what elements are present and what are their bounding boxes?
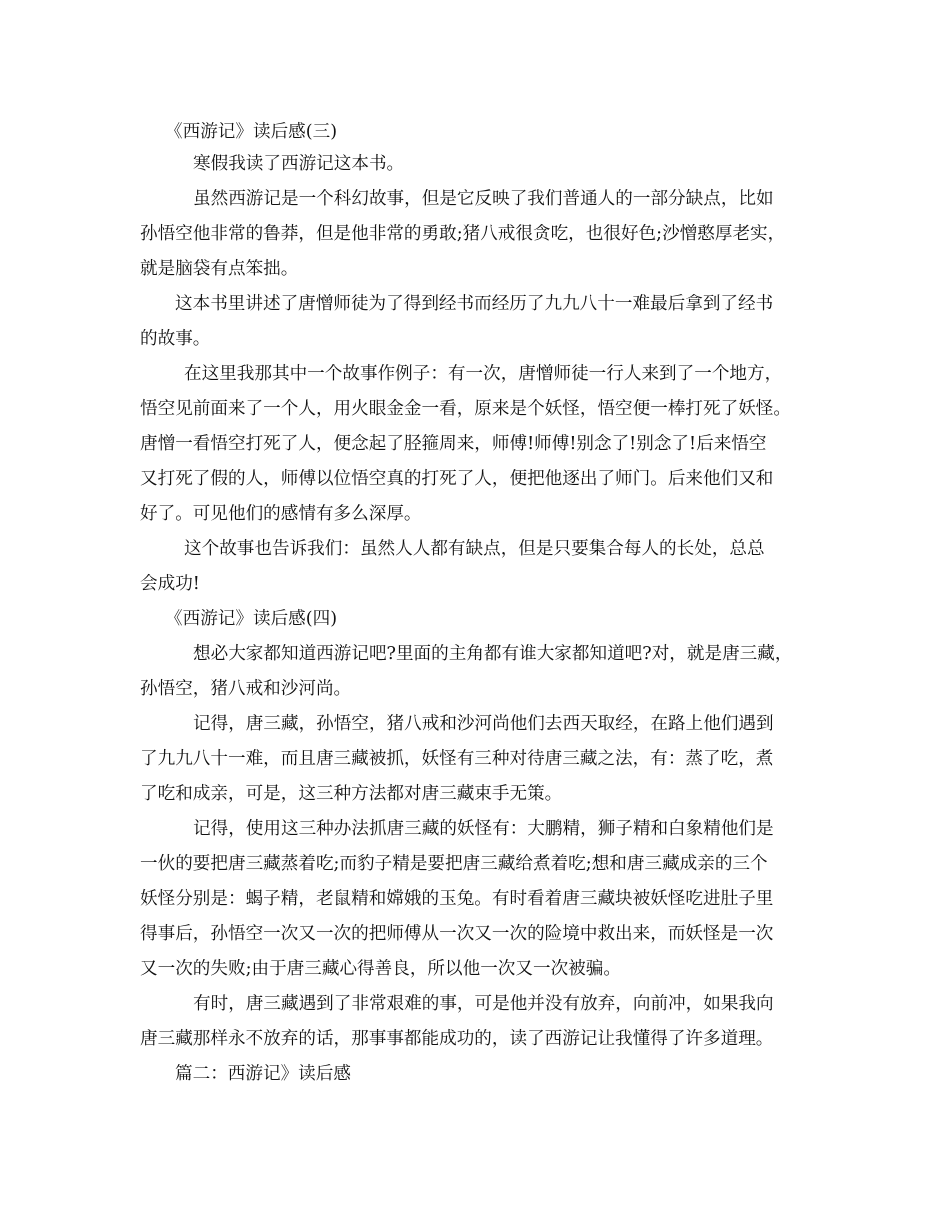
paragraph-line: 了九九八十一难，而且唐三藏被抓，妖怪有三种对待唐三藏之法，有：蒸了吃，煮 [140,749,774,769]
paragraph-line: 又打死了假的人，师傅以位悟空真的打死了人，便把他逐出了师门。后来他们又和 [140,469,774,489]
paragraph-line: 得事后，孙悟空一次又一次的把师傅从一次又一次的险境中救出来，而妖怪是一次 [140,924,774,944]
paragraph-line: 又一次的失败;由于唐三藏心得善良，所以他一次又一次被骗。 [140,959,621,979]
paragraph-line: 记得，唐三藏，孙悟空，猪八戒和沙河尚他们去西天取经，在路上他们遇到 [193,714,774,734]
paragraph-line: 的故事。 [140,329,211,349]
section-heading: 《西游记》读后感(四) [165,609,338,629]
paragraph-line: 好了。可见他们的感情有多么深厚。 [140,504,422,524]
section-heading: 篇二：西游记》读后感 [175,1064,351,1084]
paragraph-line: 在这里我那其中一个故事作例子：有一次，唐憎师徒一行人来到了一个地方， [184,364,783,384]
paragraph-line: 唐憎一看悟空打死了人，便念起了胫箍周来，师傅!师傅!别念了!别念了!后来悟空 [140,434,767,454]
paragraph-line: 悟空见前面来了一个人，用火眼金金一看，原来是个妖怪，悟空便一棒打死了妖怪。 [140,399,791,419]
paragraph-line: 有时，唐三藏遇到了非常艰难的事，可是他并没有放弃，向前冲，如果我向 [193,994,774,1014]
paragraph-line: 记得，使用这三种办法抓唐三藏的妖怪有：大鹏精，狮子精和白象精他们是 [193,819,774,839]
section-heading: 《西游记》读后感(三) [165,122,338,142]
paragraph-line: 孙悟空他非常的鲁莽，但是他非常的勇敢;猪八戒很贪吃，也很好色;沙憎憨厚老实， [140,224,786,244]
paragraph-line: 想必大家都知道西游记吧?里面的主角都有谁大家都知道吧?对，就是唐三藏， [193,644,793,664]
paragraph-line: 孙悟空，猪八戒和沙河尚。 [140,679,352,699]
paragraph-line: 了吃和成亲，可是，这三种方法都对唐三藏束手无策。 [140,784,563,804]
paragraph-line: 唐三藏那样永不放弃的话，那事事都能成功的，读了西游记让我懂得了许多道理。 [140,1029,774,1049]
paragraph-line: 寒假我读了西游记这本书。 [193,154,405,174]
paragraph-line: 虽然西游记是一个科幻故事，但是它反映了我们普通人的一部分缺点，比如 [193,189,774,209]
paragraph-line: 这个故事也告诉我们：虽然人人都有缺点，但是只要集合每人的长处，总总 [184,539,765,559]
paragraph-line: 就是脑袋有点笨拙。 [140,259,299,279]
paragraph-line: 一伙的要把唐三藏蒸着吃;而豹子精是要把唐三藏给煮着吃;想和唐三藏成亲的三个 [140,854,768,874]
paragraph-line: 妖怪分别是：蝎子精，老鼠精和嫦娥的玉兔。有时看着唐三藏块被妖怪吃进肚子里 [140,889,774,909]
paragraph-line: 会成功! [140,574,200,594]
paragraph-line: 这本书里讲述了唐憎师徒为了得到经书而经历了九九八十一难最后拿到了经书 [175,294,774,314]
